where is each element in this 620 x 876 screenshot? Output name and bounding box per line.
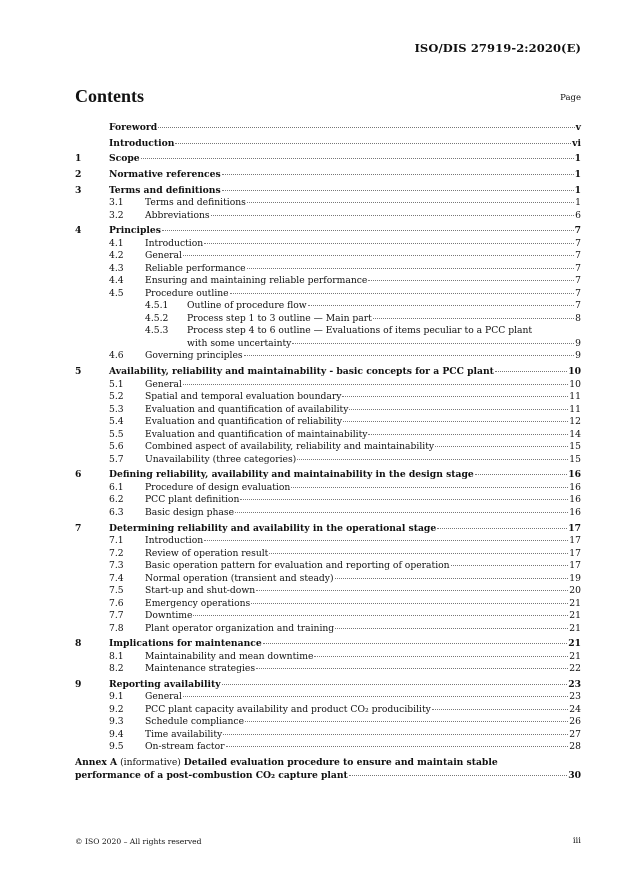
toc-entry-page: 1 [574,169,581,181]
toc-entry-number: 3 [75,184,82,196]
toc-entry[interactable] [75,416,581,429]
toc-entry-title: Introduction [145,535,204,546]
standard-identifier: ISO/DIS 27919-2:2020(E) [414,41,581,55]
toc-entry-title: Combined aspect of availability, reliability and maintainability [145,441,435,453]
dot-leader [256,590,568,591]
toc-entry-title: General [145,250,182,262]
dot-leader [193,615,568,616]
toc-entry-page: 23 [569,691,581,703]
toc-entry-title: Reliable performance [145,262,246,274]
toc-entry-number: 5 [75,366,82,378]
toc-entry-title: Determining reliability and availability in the operational stage [109,522,437,534]
dot-leader [297,459,568,460]
toc-entry-title: Schedule compliance [145,716,245,728]
toc-entry[interactable] [75,585,581,598]
dot-leader [343,421,568,422]
dot-leader [247,268,575,269]
dot-leader [349,409,568,410]
toc-entry-page: 9 [575,350,581,362]
toc-entry-title: General [145,378,182,390]
toc-entry-page: 21 [569,650,581,662]
dot-leader [335,578,569,579]
toc-entry-number: 7.4 [109,572,124,584]
toc-entry-title: Introduction [109,137,175,149]
toc-entry-number: 6.1 [109,481,124,493]
toc-entry-page: 12 [569,416,581,428]
toc-entry-title: Governing principles [145,350,243,362]
toc-entry[interactable] [75,482,581,495]
toc-entry-page: 6 [575,209,581,221]
toc-entry[interactable] [75,441,581,454]
dot-leader [308,305,575,306]
toc-entry-number: 8 [75,638,82,650]
toc-entry-title: On-stream factor [145,741,225,753]
dot-leader [335,628,568,629]
annex-title-continued: performance of a post-combustion CO₂ capture plant [75,769,348,781]
dot-leader [175,143,571,144]
toc-entry[interactable] [75,741,581,754]
toc-entry[interactable] [75,704,581,717]
toc-entry-page: 15 [569,453,581,465]
toc-entry-page: 27 [569,728,581,740]
toc-entry[interactable] [75,350,581,363]
toc-entry-title: Maintainability and mean downtime [145,650,314,662]
dot-leader [437,528,567,529]
toc-entry-title: Process step 4 to 6 outline — Evaluations of items peculiar to a PCC plant [187,325,533,337]
annex-type: (informative) [120,757,181,769]
dot-leader [475,474,567,475]
toc-entry-number: 4.6 [109,350,124,362]
toc-entry[interactable] [75,691,581,704]
toc-entry-title: Terms and definitions [109,184,221,196]
dot-leader [235,512,568,513]
toc-entry-page: 8 [575,312,581,324]
toc-entry-title: Evaluation and quantification of maintainability [145,428,368,440]
toc-entry[interactable] [75,313,581,326]
toc-entry[interactable] [75,325,581,338]
toc-entry[interactable] [75,523,581,536]
toc-entry-title: Evaluation and quantification of reliability [145,416,343,428]
table-of-contents [75,122,581,782]
toc-entry-number: 6 [75,469,82,481]
toc-entry-title: Process step 1 to 3 outline — Main part [187,312,372,324]
dot-leader [263,643,568,644]
toc-entry-page: 7 [574,225,581,237]
dot-leader [435,446,568,447]
toc-entry-title: Introduction [145,237,204,249]
toc-entry-number: 4 [75,225,82,237]
toc-entry[interactable] [75,263,581,276]
toc-entry-title: Abbreviations [145,209,210,221]
toc-entry[interactable] [75,250,581,263]
toc-entry-number: 7.2 [109,547,124,559]
dot-leader [222,190,574,191]
toc-entry[interactable] [75,391,581,404]
toc-entry-page: 10 [568,366,581,378]
toc-entry-number: 9 [75,678,82,690]
toc-entry-title: Terms and definitions [145,197,246,209]
toc-entry[interactable] [75,210,581,223]
toc-entry-number: 6.2 [109,494,124,506]
toc-entry-page: 7 [575,250,581,262]
toc-entry-title: PCC plant capacity availability and product CO₂ producibility [145,703,431,715]
dot-leader [432,709,568,710]
dot-leader [244,355,574,356]
toc-entry-title: Principles [109,225,161,237]
toc-entry-page: 21 [569,610,581,621]
toc-entry-page: 1 [574,153,581,165]
toc-entry[interactable] [75,663,581,676]
toc-entry-number: 5.4 [109,416,124,428]
toc-entry[interactable] [75,494,581,507]
toc-entry-page: 9 [575,337,581,349]
toc-entry-number: 4.4 [109,275,124,287]
toc-entry-number: 6.3 [109,506,124,518]
toc-entry-title: Availability, reliability and maintainability - basic concepts for a PCC plant [109,366,494,378]
toc-entry-title: Procedure of design evaluation [145,481,291,493]
toc-entry-page: 16 [568,469,581,481]
toc-entry-title: Defining reliability, availability and maintainability in the design stage [109,469,474,481]
toc-entry-title: Plant operator organization and training [145,622,335,634]
dot-leader [223,734,568,735]
dot-leader [226,746,569,747]
toc-entry-title: Normative references [109,169,221,181]
toc-entry[interactable] [75,300,581,313]
toc-entry-title: General [145,691,182,703]
toc-entry-number: 9.4 [109,728,124,740]
toc-entry-page: 26 [569,716,581,728]
toc-entry[interactable] [75,610,581,623]
toc-entry[interactable] [75,560,581,573]
dot-leader [368,434,568,435]
toc-entry-number: 9.2 [109,703,124,715]
toc-entry-page: 7 [575,262,581,274]
dot-leader [158,127,575,128]
toc-entry-page: 11 [569,391,581,403]
dot-leader [183,255,574,256]
toc-entry[interactable] [75,122,581,135]
toc-entry-number: 9.5 [109,741,124,753]
toc-entry[interactable] [75,469,581,482]
toc-entry-page: 16 [569,494,581,506]
toc-entry-number: 3.1 [109,197,124,209]
dot-leader [183,696,568,697]
page-number: iii [572,836,581,846]
toc-entry-page: 24 [569,703,581,715]
toc-entry-page: 10 [569,378,581,390]
toc-entry-number: 5.6 [109,441,124,453]
dot-leader [373,318,574,319]
toc-entry-page: 11 [569,403,581,415]
toc-entry-page: 21 [569,597,581,609]
toc-entry[interactable] [75,548,581,561]
toc-entry-number: 7.8 [109,622,124,634]
toc-entry[interactable] [75,366,581,379]
toc-entry-number: 4.5.3 [145,325,169,337]
toc-entry-page: 20 [569,585,581,596]
toc-entry-number: 7.5 [109,585,124,596]
toc-entry-page: 17 [569,560,581,571]
toc-entry-title: Spatial and temporal evaluation boundary [145,391,342,403]
toc-entry-page: 23 [568,678,581,690]
toc-entry[interactable] [75,225,581,238]
toc-entry[interactable] [75,573,581,586]
toc-entry-title: Normal operation (transient and steady) [145,572,334,584]
dot-leader [451,565,569,566]
annex-label: Annex A [75,757,118,769]
toc-entry-number: 4.5.1 [145,300,169,312]
toc-entry-title: Ensuring and maintaining reliable performance [145,275,368,287]
toc-entry-title: with some uncertainty [187,337,292,349]
dot-leader [251,603,568,604]
toc-entry-title: Scope [109,153,140,165]
toc-entry-number: 5.3 [109,403,124,415]
dot-leader [211,215,575,216]
toc-entry[interactable] [75,716,581,729]
dot-leader [349,775,567,776]
toc-entry[interactable] [75,535,581,548]
toc-entry[interactable] [75,275,581,288]
toc-entry-page: 22 [569,663,581,675]
toc-entry-title: Unavailability (three categories) [145,453,297,465]
toc-entry[interactable] [75,238,581,251]
toc-entry-number: 1 [75,153,82,165]
dot-leader [141,158,574,159]
toc-entry-number: 7 [75,522,82,534]
toc-entry[interactable] [75,404,581,417]
copyright-notice: © ISO 2020 – All rights reserved [75,837,202,846]
toc-entry-number: 5.2 [109,391,124,403]
toc-entry-title: Foreword [109,122,158,133]
dot-leader [222,684,568,685]
toc-entry-number: 9.3 [109,716,124,728]
dot-leader [291,487,568,488]
toc-entry[interactable] [75,454,581,467]
toc-entry[interactable] [75,288,581,301]
toc-entry-title: Outline of procedure flow [187,300,307,312]
dot-leader [245,721,568,722]
annex-page: 30 [568,769,581,781]
toc-entry-number: 9.1 [109,691,124,703]
toc-entry[interactable] [75,623,581,636]
toc-entry[interactable] [75,169,581,182]
toc-entry-number: 7.3 [109,560,124,571]
toc-entry-page: 16 [569,481,581,493]
toc-entry[interactable] [75,379,581,392]
toc-entry-page: 1 [574,184,581,196]
toc-entry-number: 3.2 [109,209,124,221]
dot-leader [230,293,575,294]
toc-entry-page: 21 [569,622,581,634]
dot-leader [183,384,568,385]
annex-entry[interactable] [75,757,581,770]
toc-entry[interactable] [75,429,581,442]
toc-entry[interactable] [75,598,581,611]
dot-leader [342,396,568,397]
toc-entry-number: 4.2 [109,250,124,262]
toc-entry-number: 8.1 [109,650,124,662]
dot-leader [162,230,574,231]
toc-entry-title: Time availability [145,728,223,740]
dot-leader [256,668,568,669]
dot-leader [368,280,574,281]
toc-entry[interactable] [75,138,581,151]
toc-entry-number: 5.1 [109,378,124,390]
toc-entry[interactable] [75,729,581,742]
toc-entry[interactable] [75,651,581,664]
annex-entry-continued[interactable] [75,770,581,783]
toc-entry-page: 7 [575,237,581,249]
toc-entry-number: 4.5 [109,287,124,299]
toc-entry-page: 14 [569,428,581,440]
toc-entry-number: 7.7 [109,610,124,621]
toc-entry-title: Downtime [145,610,193,621]
toc-entry-number: 2 [75,169,82,181]
toc-entry-number: 7.1 [109,535,124,546]
dot-leader [269,553,568,554]
toc-entry-number: 4.3 [109,262,124,274]
page-column-label: Page [560,93,581,103]
toc-entry-title: Start-up and shut-down [145,585,256,596]
toc-entry-page: 17 [569,547,581,559]
toc-entry-title: Procedure outline [145,287,229,299]
dot-leader [247,202,574,203]
contents-title: Contents [75,86,145,106]
toc-entry-title: Basic design phase [145,506,235,518]
toc-entry-page: 21 [568,638,581,650]
toc-entry-title: Reporting availability [109,678,221,690]
toc-entry-number: 8.2 [109,663,124,675]
toc-entry[interactable] [75,338,581,351]
toc-entry-page: 16 [569,506,581,518]
toc-entry-title: Evaluation and quantification of availability [145,403,349,415]
dot-leader [204,540,568,541]
toc-entry-title: Review of operation result [145,547,269,559]
toc-entry-page: 17 [568,522,581,534]
toc-entry-page: 7 [575,287,581,299]
toc-entry-page: 7 [575,300,581,312]
toc-entry-number: 4.5.2 [145,312,169,324]
toc-entry[interactable] [75,185,581,198]
dot-leader [240,499,568,500]
toc-entry[interactable] [75,638,581,651]
dot-leader [222,174,574,175]
toc-entry-number: 4.1 [109,237,124,249]
toc-entry-page: v [575,122,581,133]
toc-entry[interactable] [75,197,581,210]
toc-entry-title: Implications for maintenance [109,638,262,650]
toc-entry-number: 5.5 [109,428,124,440]
toc-entry-page: 19 [569,572,581,584]
toc-entry[interactable] [75,507,581,520]
toc-entry[interactable] [75,679,581,692]
toc-entry-page: 7 [575,275,581,287]
toc-entry-page: 28 [569,741,581,753]
toc-entry-title: Emergency operations [145,597,251,609]
toc-entry-page: vi [572,137,581,149]
toc-entry-page: 15 [569,441,581,453]
toc-entry-title: Maintenance strategies [145,663,256,675]
toc-entry-title: PCC plant definition [145,494,240,506]
toc-entry-page: 17 [569,535,581,546]
toc-entry[interactable] [75,153,581,166]
toc-entry-number: 7.6 [109,597,124,609]
dot-leader [314,656,568,657]
toc-entry-number: 5.7 [109,453,124,465]
dot-leader [495,371,567,372]
toc-entry-page: 1 [575,197,581,209]
toc-entry-title: Basic operation pattern for evaluation and reporting of operation [145,560,450,571]
dot-leader [204,243,574,244]
annex-title: Detailed evaluation procedure to ensure and maintain stable [183,757,498,769]
dot-leader [292,343,574,344]
